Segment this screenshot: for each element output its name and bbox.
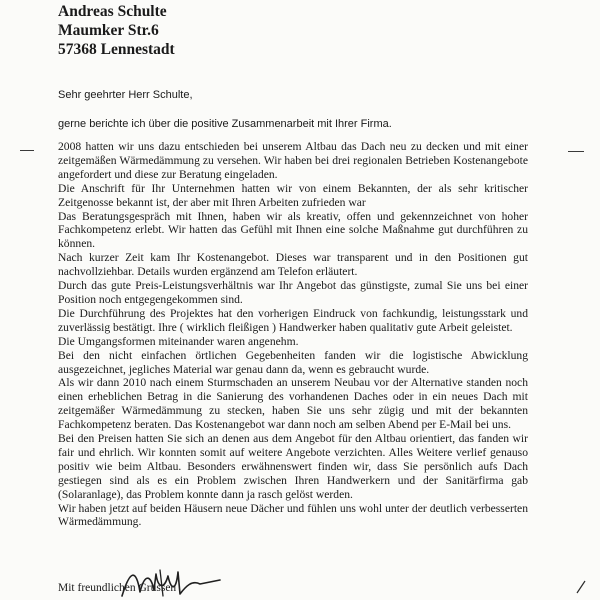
scan-corner-mark bbox=[575, 580, 587, 594]
salutation: Sehr geehrter Herr Schulte, bbox=[58, 89, 193, 101]
intro-line: gerne berichte ich über die positive Zusammenarbeit mit Ihrer Firma. bbox=[58, 118, 392, 130]
scan-mark-right bbox=[568, 151, 584, 152]
paragraph: Als wir dann 2010 nach einem Sturmschaden an unserem Neubau vor der Alternative standen noch einen erheblichen Betrag in die Sanierung des vorhandenen Daches oder in ein neues Dach mit zeitgemäßer Wärmedämmung zu stecken, haben Sie uns sehr zügig und mit der bekannten Fachkompetenz beraten. Das Kostenangebot war dann noch am selben Abend per E-Mail bei uns. bbox=[58, 376, 528, 432]
paragraph: 2008 hatten wir uns dazu entschieden bei unserem Altbau das Dach neu zu decken und mit einer zeitgemäßen Wärmedämmung zu versehen. Wir haben bei drei regionalen Betrieben Kostenangebote angefordert und diese zur Beratung eingeladen. bbox=[58, 140, 528, 181]
sender-address bbox=[58, 2, 175, 59]
sender-city: 57368 Lennestadt bbox=[58, 41, 175, 58]
paragraph: Bei den nicht einfachen örtlichen Gegebenheiten fanden wir die logistische Abwicklung ausgezeichnet, jegliches Material war genau dann da, wenn es gebraucht wurde. bbox=[58, 348, 528, 376]
scan-mark-left bbox=[20, 150, 34, 151]
handwritten-signature bbox=[116, 566, 226, 600]
letter-body bbox=[58, 140, 528, 529]
sender-name: Andreas Schulte bbox=[58, 3, 167, 20]
paragraph: Bei den Preisen hatten Sie sich an denen aus dem Angebot für den Altbau orientiert, das fanden wir fair und ehrlich. Wir konnten somit auf weitere Angebote verzichten. Alles Weitere verlief genauso positiv wie beim Altbau. Besonders erwähnenswert finden wir, dass Sie persönlich aufs Dach gestiegen sind als es ein Problem zwischen Ihren Handwerkern und der Sanitärfirma gab (Solaranlage), das Problem konnte dann ja rasch gelöst werden. bbox=[58, 432, 528, 501]
paragraph: Durch das gute Preis-Leistungsverhältnis war Ihr Angebot das günstigste, zumal Sie uns bei einer Position noch entgegengekommen sind. bbox=[58, 279, 528, 306]
closing: Mit freundlichen Grüssen bbox=[58, 582, 177, 594]
paragraph: Die Durchführung des Projektes hat den vorherigen Eindruck von fachkundig, leistungsstark und zuverlässig bestätigt. Ihre ( wirklich fleißigen ) Handwerker haben qualitativ gute Arbeit geleistet. bbox=[58, 306, 528, 334]
paragraph: Nach kurzer Zeit kam Ihr Kostenangebot. Dieses war transparent und in den Positionen gut nachvollziehbar. Details wurden ergänzend am Telefon erläutert. bbox=[58, 251, 528, 279]
paragraph: Das Beratungsgespräch mit Ihnen, haben wir als kreativ, offen und gekennzeichnet von hoher Fachkompetenz erlebt. Wir hatten das Gefühl mit Ihnen eine solche Maßnahme gut durchführen zu können. bbox=[58, 209, 528, 251]
paragraph: Wir haben jetzt auf beiden Häusern neue Dächer und fühlen uns wohl unter der deutlich verbesserten Wärmedämmung. bbox=[58, 501, 528, 529]
paragraph: Die Anschrift für Ihr Unternehmen hatten wir von einem Bekannten, der als sehr kritischer Zeitgenosse bekannt ist, der aber mit Ihren Arbeiten zufrieden war bbox=[58, 181, 528, 209]
paragraph: Die Umgangsformen miteinander waren angenehm. bbox=[58, 334, 299, 348]
sender-street: Maumker Str.6 bbox=[58, 22, 159, 39]
